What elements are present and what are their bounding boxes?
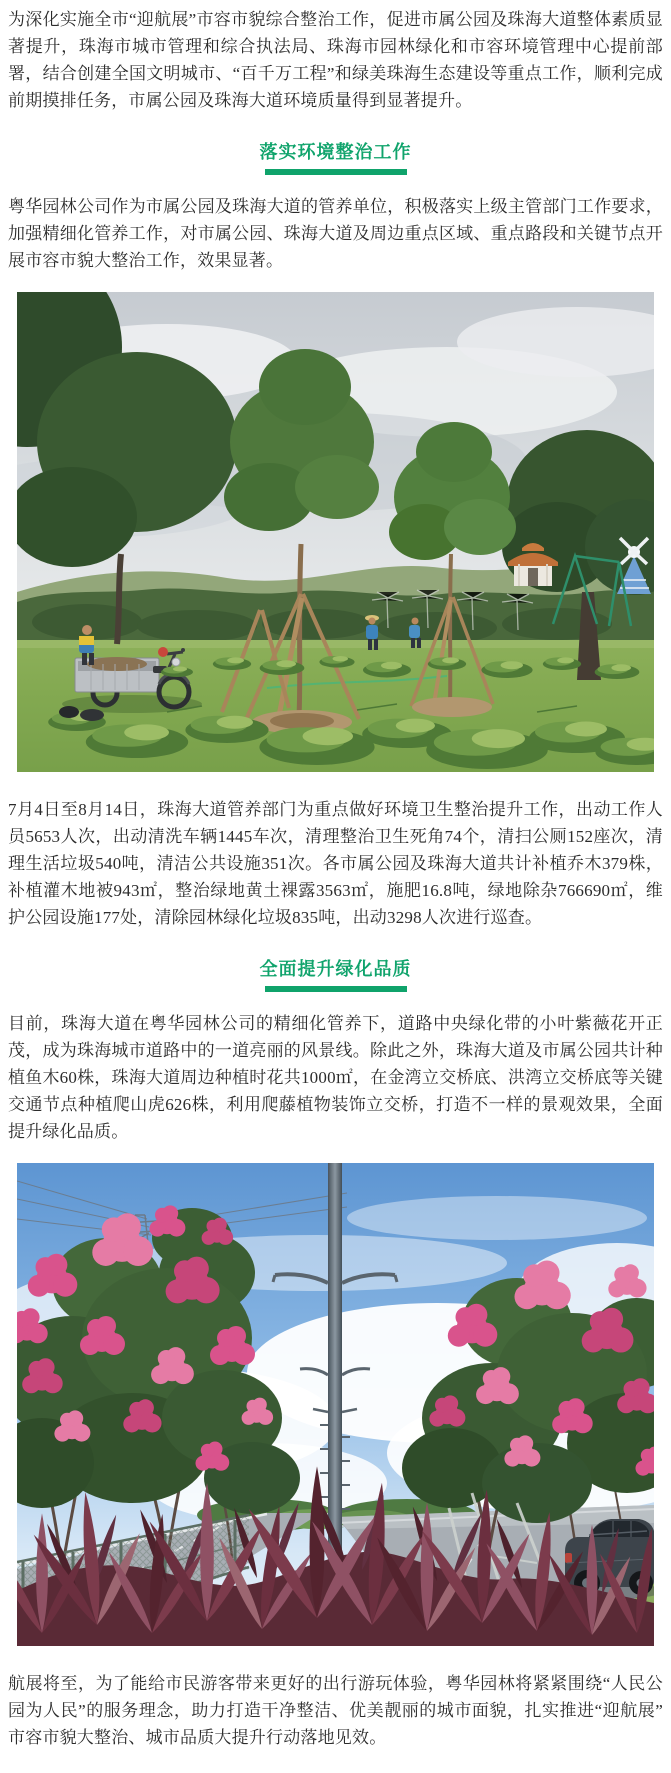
park-photo-illustration	[17, 292, 654, 772]
section-2-heading-underline	[265, 986, 407, 992]
section-2-lead-paragraph: 目前，珠海大道在粤华园林公司的精细化管养下，道路中央绿化带的小叶紫薇花开正茂，成为珠海城市道路中的一道亮丽的风景线。除此之外，珠海大道及市属公园共计种植鱼木60株，珠海大道周边种植时花共1000㎡，在金湾立交桥底、洪湾立交桥底等关键交通节点种植爬山虎626株，利用爬藤植物装饰立交桥，打造不一样的景观效果，全面提升绿化品质。	[8, 1014, 663, 1141]
intro-paragraph: 为深化实施全市“迎航展”市容市貌综合整治工作，促进市属公园及珠海大道整体素质显著提升，珠海市城市管理和综合执法局、珠海市园林绿化和市容环境管理中心提前部署，结合创建全国文明城市、“百千万工程”和绿美珠海生态建设等重点工作，顺利完成前期摸排任务，市属公园及珠海大道环境质量得到显著提升。	[8, 10, 663, 110]
section-2-heading	[0, 957, 671, 992]
section-1-lead-paragraph: 粤华园林公司作为市属公园及珠海大道的管养单位，积极落实上级主管部门工作要求， 加强精细化管养工作，对市属公园、珠海大道及周边重点区域、重点路段和关键节点开展市容市貌大整治工作，效果显著。	[8, 197, 663, 270]
section-1-detail-paragraph: 7月4日至8月14日，珠海大道管养部门为重点做好环境卫生整治提升工作，出动工作人员5653人次，出动清洗车辆1445车次，清理整治卫生死角74个，清扫公厕152座次，清理生活垃圾540吨，清洁公共设施351次。各市属公园及珠海大道共计补植乔木379株，补植灌木地被943㎡，整治绿地黄土裸露3563㎡，施肥16.8吨，绿地除杂766690㎡，维护公园设施177处，清除园林绿化垃圾835吨，出动3298人次进行巡查。	[8, 800, 663, 927]
section-1-heading	[0, 140, 671, 175]
section-2-heading-text: 全面提升绿化品质	[259, 959, 412, 979]
closing-paragraph: 航展将至，为了能给市民游客带来更好的出行游玩体验，粤华园林将紧紧围绕“人民公园为人民”的服务理念，助力打造干净整洁、优美靓丽的城市面貌，扎实推进“迎航展”市容市貌大整治、城市品质大提升行动落地见效。	[8, 1674, 663, 1747]
avenue-photo-illustration	[17, 1163, 654, 1646]
section-1-heading-text: 落实环境整治工作	[259, 142, 412, 162]
avenue-photo[interactable]	[17, 1163, 654, 1646]
bottom-whitespace	[0, 1751, 671, 1773]
section-1-heading-underline	[265, 169, 407, 175]
park-photo[interactable]	[17, 292, 654, 772]
